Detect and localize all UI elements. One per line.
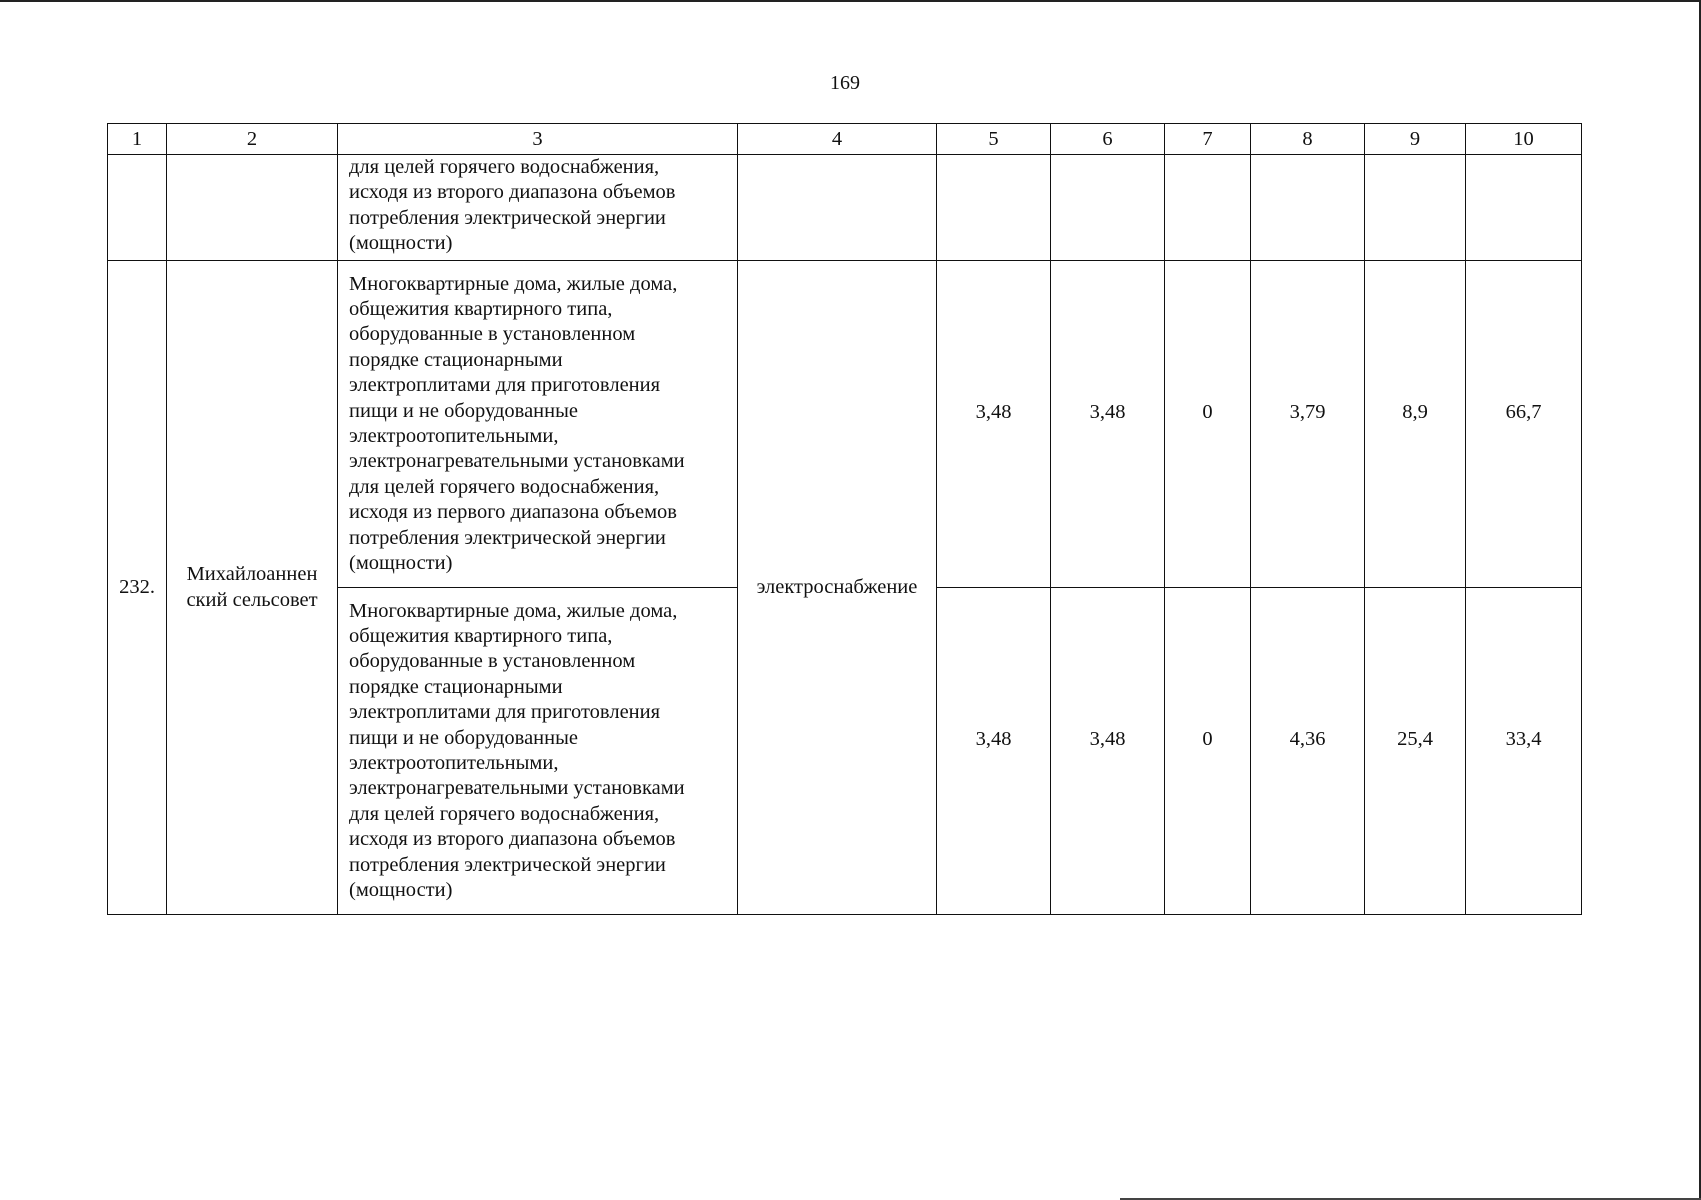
description-line: Многоквартирные дома, жилые дома, <box>349 599 678 622</box>
description-line: (мощности) <box>349 232 453 255</box>
column-number: 2 <box>167 124 338 155</box>
value-col-5: 3,48 <box>937 261 1051 588</box>
value-col-10: 66,7 <box>1466 261 1582 588</box>
value-col-8: 4,36 <box>1251 588 1365 915</box>
value-col-5: 3,48 <box>937 588 1051 915</box>
column-number-row <box>108 124 1582 155</box>
empty-cell <box>1251 155 1365 261</box>
value-col-9: 25,4 <box>1365 588 1466 915</box>
value-col-6: 3,48 <box>1051 588 1165 915</box>
empty-cell <box>1165 155 1251 261</box>
description-line: электроотопительными, <box>349 425 559 447</box>
description-line: исходя из второго диапазона объемов <box>349 828 676 851</box>
service-type: электроснабжение <box>738 261 937 915</box>
description-line: электроотопительными, <box>349 752 559 774</box>
description-line: потребления электрической энергии <box>349 526 666 549</box>
empty-cell <box>1466 155 1582 261</box>
consumer-description <box>338 261 738 588</box>
description-line: порядке стационарными <box>349 348 563 371</box>
description-line: общежития квартирного типа, <box>349 297 613 320</box>
page-number: 169 <box>830 72 860 94</box>
value-col-10: 33,4 <box>1466 588 1582 915</box>
empty-cell <box>108 155 167 261</box>
description-line: исходя из второго диапазона объемов <box>349 181 676 204</box>
empty-cell <box>738 155 937 261</box>
value-col-8: 3,79 <box>1251 261 1365 588</box>
settlement-name-line: ский сельсовет <box>186 588 318 611</box>
description-line: Многоквартирные дома, жилые дома, <box>349 272 678 295</box>
description-line: пищи и не оборудованные <box>349 399 578 422</box>
description-line: для целей горячего водоснабжения, <box>349 156 660 178</box>
description-line: пищи и не оборудованные <box>349 726 578 749</box>
consumer-description <box>338 588 738 915</box>
column-number: 5 <box>937 124 1051 155</box>
empty-cell <box>1365 155 1466 261</box>
value-col-7: 0 <box>1165 261 1251 588</box>
settlement-name-line: Михайлоаннен <box>186 563 318 586</box>
description-line: для целей горячего водоснабжения, <box>349 802 660 825</box>
description-line: общежития квартирного типа, <box>349 624 613 647</box>
column-number: 8 <box>1251 124 1365 155</box>
continuation-row <box>108 155 1582 261</box>
value-col-6: 3,48 <box>1051 261 1165 588</box>
tariff-table <box>107 123 1582 915</box>
description-line: оборудованные в установленном <box>349 323 636 346</box>
column-number: 1 <box>108 124 167 155</box>
column-number: 7 <box>1165 124 1251 155</box>
description-line: (мощности) <box>349 879 453 902</box>
description-line: (мощности) <box>349 552 453 575</box>
column-number: 10 <box>1466 124 1582 155</box>
table-row <box>108 261 1582 588</box>
entry-number: 232. <box>108 261 167 915</box>
consumer-description <box>338 155 738 261</box>
empty-cell <box>1051 155 1165 261</box>
description-line: электроплитами для приготовления <box>349 374 661 397</box>
description-line: электроплитами для приготовления <box>349 701 661 724</box>
description-line: порядке стационарными <box>349 675 563 698</box>
value-col-7: 0 <box>1165 588 1251 915</box>
column-number: 6 <box>1051 124 1165 155</box>
description-line: исходя из первого диапазона объемов <box>349 501 677 524</box>
description-line: для целей горячего водоснабжения, <box>349 475 660 498</box>
scan-border-top <box>0 0 1701 2</box>
column-number: 3 <box>338 124 738 155</box>
description-line: электронагревательными установками <box>349 777 685 800</box>
description-line: электронагревательными установками <box>349 450 685 473</box>
description-line: потребления электрической энергии <box>349 206 666 229</box>
empty-cell <box>937 155 1051 261</box>
description-line: оборудованные в установленном <box>349 650 636 673</box>
column-number: 9 <box>1365 124 1466 155</box>
column-number: 4 <box>738 124 937 155</box>
value-col-9: 8,9 <box>1365 261 1466 588</box>
description-line: потребления электрической энергии <box>349 853 666 876</box>
empty-cell <box>167 155 338 261</box>
settlement-name <box>167 261 338 915</box>
